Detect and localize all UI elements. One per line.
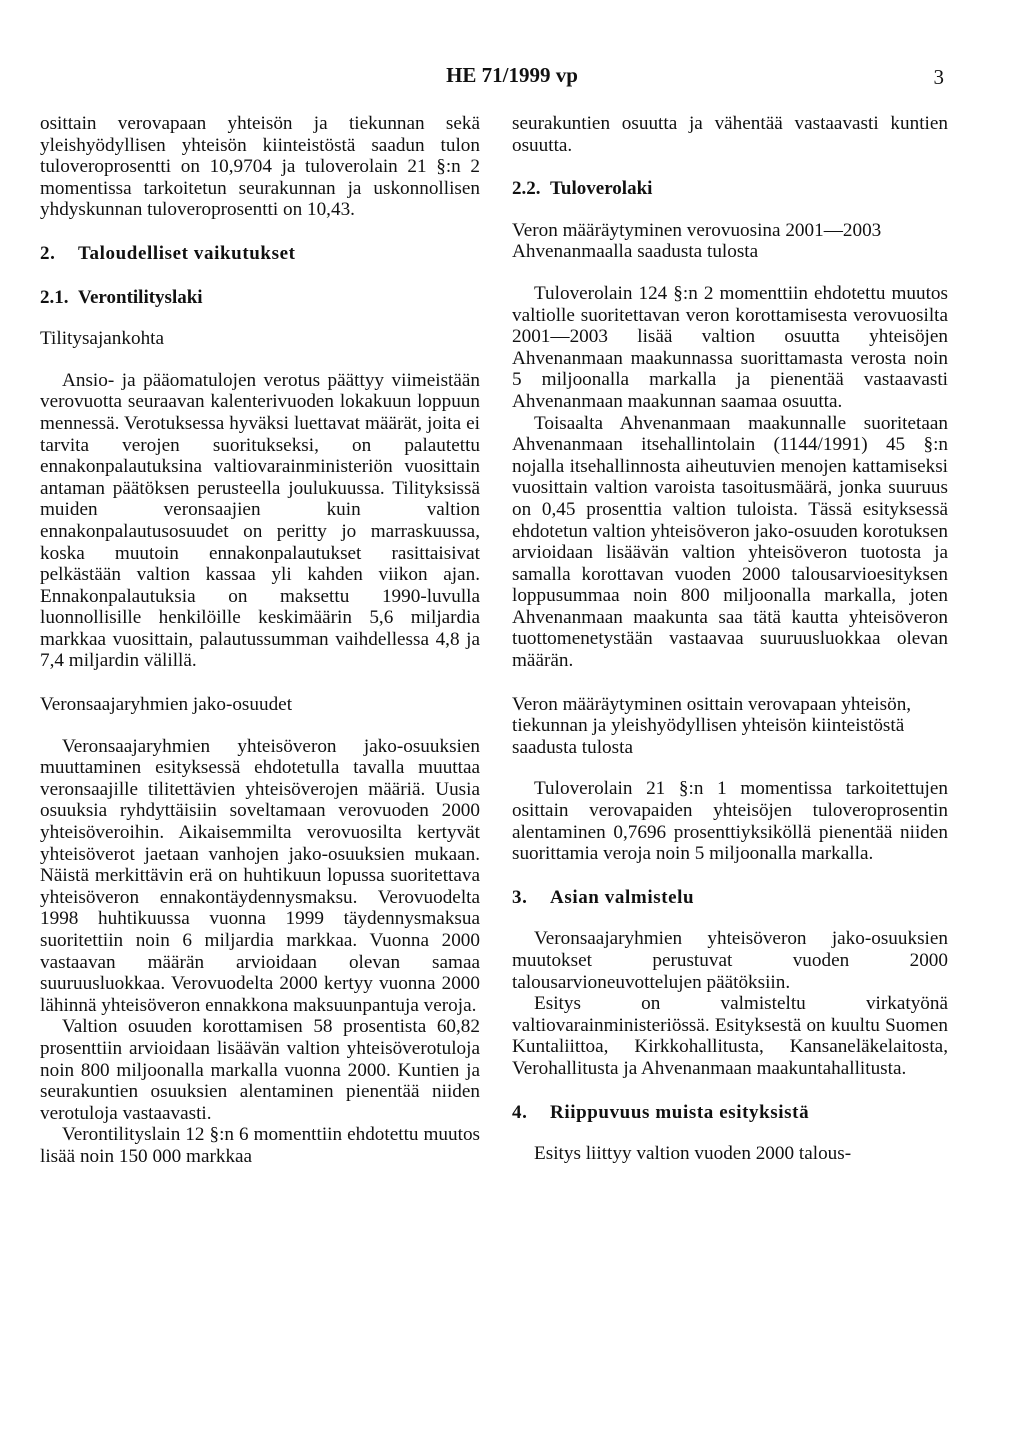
- page-header: [0, 63, 1024, 93]
- subheading-osittain-verovapaa: Veron määräytyminen osittain verovapaan yhteisön, tiekunnan ja yleishyödyllisen yhteisön kiinteistöstä saadusta tulosta: [512, 693, 912, 758]
- paragraph: Veronsaajaryhmien yhteisöveron jako-osuuksien muuttaminen esityksessä ehdotetulla tavalla muuttaa veronsaajille tilitettävien yhteisöverojen määriä. Uusia osuuksia ryhdyttäisiin soveltamaan verovuoden 2000 yhteisöveroihin. Aikaisemmilta verovuosilta kertyvät yhteisöverot jaetaan vanhojen jako-osuuksien mukaan. Näistä merkittävin erä on huhtikuun lopussa suoritettava yhteisöveron ennakontäydennysmaksu. Verovuodelta 1998 huhtikuussa vuonna 1999 täydennysmaksua suoritettiin noin 6 miljardia markkaa. Vuonna 2000 vastaavan määrän arvioidaan olevan samaa suuruusluokkaa. Verovuodelta 2000 kertyy vuonna 2000 lähinnä yhteisöveron ennakkona maksuunpantuja veroja.: [40, 735, 480, 1016]
- subheading-ahvenanmaa: Veron määräytyminen verovuosina 2001—2003 Ahvenanmaalla saadusta tulosta: [512, 219, 882, 263]
- section-title: Asian valmistelu: [550, 886, 695, 908]
- subheading-jako-osuudet: Veronsaajaryhmien jako-osuudet: [40, 694, 293, 716]
- section-number: 3.: [512, 886, 528, 908]
- section-heading-4: [512, 1102, 948, 1124]
- subheading-tilitysajankohta: Tilitysajankohta: [40, 328, 165, 350]
- section-title: Taloudelliset vaikutukset: [78, 242, 296, 264]
- paragraph: Verontilityslain 12 §:n 6 momenttiin ehdotettu muutos lisää noin 150 000 markkaa: [40, 1124, 480, 1167]
- subsection-heading-2-1: [40, 287, 480, 309]
- paragraph: Valtion osuuden korottamisen 58 prosentista 60,82 prosenttiin arvioidaan lisäävän valtion yhteisöverotuloja noin 800 miljoonalla markalla vuonna 2000. Kuntien ja seurakuntien osuuksien alentaminen pienentää niiden verotuloja vastaavasti.: [40, 1016, 480, 1124]
- section-title: Riippuvuus muista esityksistä: [550, 1101, 810, 1123]
- page-number: 3: [933, 65, 944, 89]
- subsection-number: 2.1.: [40, 286, 69, 308]
- paragraph: Tuloverolain 21 §:n 1 momentissa tarkoitettujen osittain verovapaiden yhteisöjen tuloveroprosentin alentaminen 0,7696 prosenttiyksiköllä pienentää niiden suorittamia veroja noin 5 miljoonalla markalla.: [512, 778, 948, 865]
- section-heading-3: [512, 887, 948, 909]
- document-id: HE 71/1999 vp: [446, 63, 578, 87]
- subsection-title: Tuloverolaki: [550, 178, 653, 200]
- subsection-number: 2.2.: [512, 178, 541, 200]
- right-column: [512, 113, 948, 1165]
- paragraph: Esitys liittyy valtion vuoden 2000 talous-: [534, 1143, 852, 1165]
- paragraph: Esitys on valmisteltu virkatyönä valtiovarainministeriössä. Esityksestä on kuultu Suomen Kuntaliittoa, Kirkkohallitusta, Kansaneläkelaitosta, Verohallitusta ja Ahvenanmaan maakuntahallitusta.: [512, 993, 948, 1079]
- left-column: [40, 113, 480, 1168]
- paragraph: Veronsaajaryhmien yhteisöveron jako-osuuksien muutokset perustuvat vuoden 2000 talousarvioneuvottelujen päätöksiin.: [512, 928, 948, 993]
- paragraph: Tuloverolain 124 §:n 2 momenttiin ehdotettu muutos valtiolle suoritettavan veron korottamisesta verovuosilta 2001—2003 lisää valtion osuutta yhteisöjen Ahvenanmaan maakunnassa suorittamasta verosta noin 5 miljoonalla markalla ja pienentää vastaavasti Ahvenanmaan maakunnan saamaa osuutta.: [512, 282, 948, 412]
- section-heading-2: [40, 243, 480, 265]
- paragraph: Ansio- ja pääomatulojen verotus päättyy viimeistään verovuotta seuraavan kalenterivuoden lokakuun loppuun mennessä. Verotuksessa hyväksi luettavat määrät, joita ei tarvita verojen suoritukseksi, on palautettu ennakonpalautuksina valtiovarainministeriön vuosittain antaman päätöksen perusteella joulukuussa. Tilityksissä muiden veronsaajien kuin valtion ennakonpalautusosuudet on peritty jo marraskuussa, koska muutoin ennakonpalautukset rasittaisivat pelkästään valtion kassaa yli kahden viikon ajan. Ennakonpalautuksia on maksettu 1990-luvulla luonnollisille henkilöille keskimäärin 5,6 miljardia markkaa vuosittain, palautussumman vaihdellessa 4,8 ja 7,4 miljardin välillä.: [40, 369, 480, 672]
- section-number: 2.: [40, 242, 56, 264]
- intro-paragraph: seurakuntien osuutta ja vähentää vastaavasti kuntien osuutta.: [512, 113, 948, 156]
- paragraph: Toisaalta Ahvenanmaan maakunnalle suoritetaan Ahvenanmaan itsehallintolain (1144/1991) 45 §:n nojalla itsehallinnosta aiheutuvien menojen kattamiseksi vuosittain valtion varoista tasoitusmäärä, jonka suuruus on 0,45 prosenttia valtion tuloista. Tässä esityksessä ehdotetun valtion yhteisöveron jako-osuuden korotuksen arvioidaan lisäävän valtion yhteisöveron tuotosta ja samalla korottavan vuoden 2000 talousarvioesityksen loppusummaa noin 800 miljoonalla markalla, joten Ahvenanmaan maakunta saa tätä kautta yhteisöveron tuottomenetystään vastaavaa suuruusluokkaa olevan määrän.: [512, 412, 948, 672]
- section-number: 4.: [512, 1101, 528, 1123]
- subsection-heading-2-2: [512, 178, 948, 200]
- intro-paragraph: osittain verovapaan yhteisön ja tiekunnan sekä yleishyödyllisen yhteisön kiinteistöstä saadun tulon tuloveroprosentti on 10,9704 ja tuloverolain 21 §:n 2 momentissa tarkoitetun seurakunnan ja uskonnollisen yhdyskunnan tuloveroprosentti on 10,43.: [40, 113, 480, 221]
- subsection-title: Verontilityslaki: [78, 286, 203, 308]
